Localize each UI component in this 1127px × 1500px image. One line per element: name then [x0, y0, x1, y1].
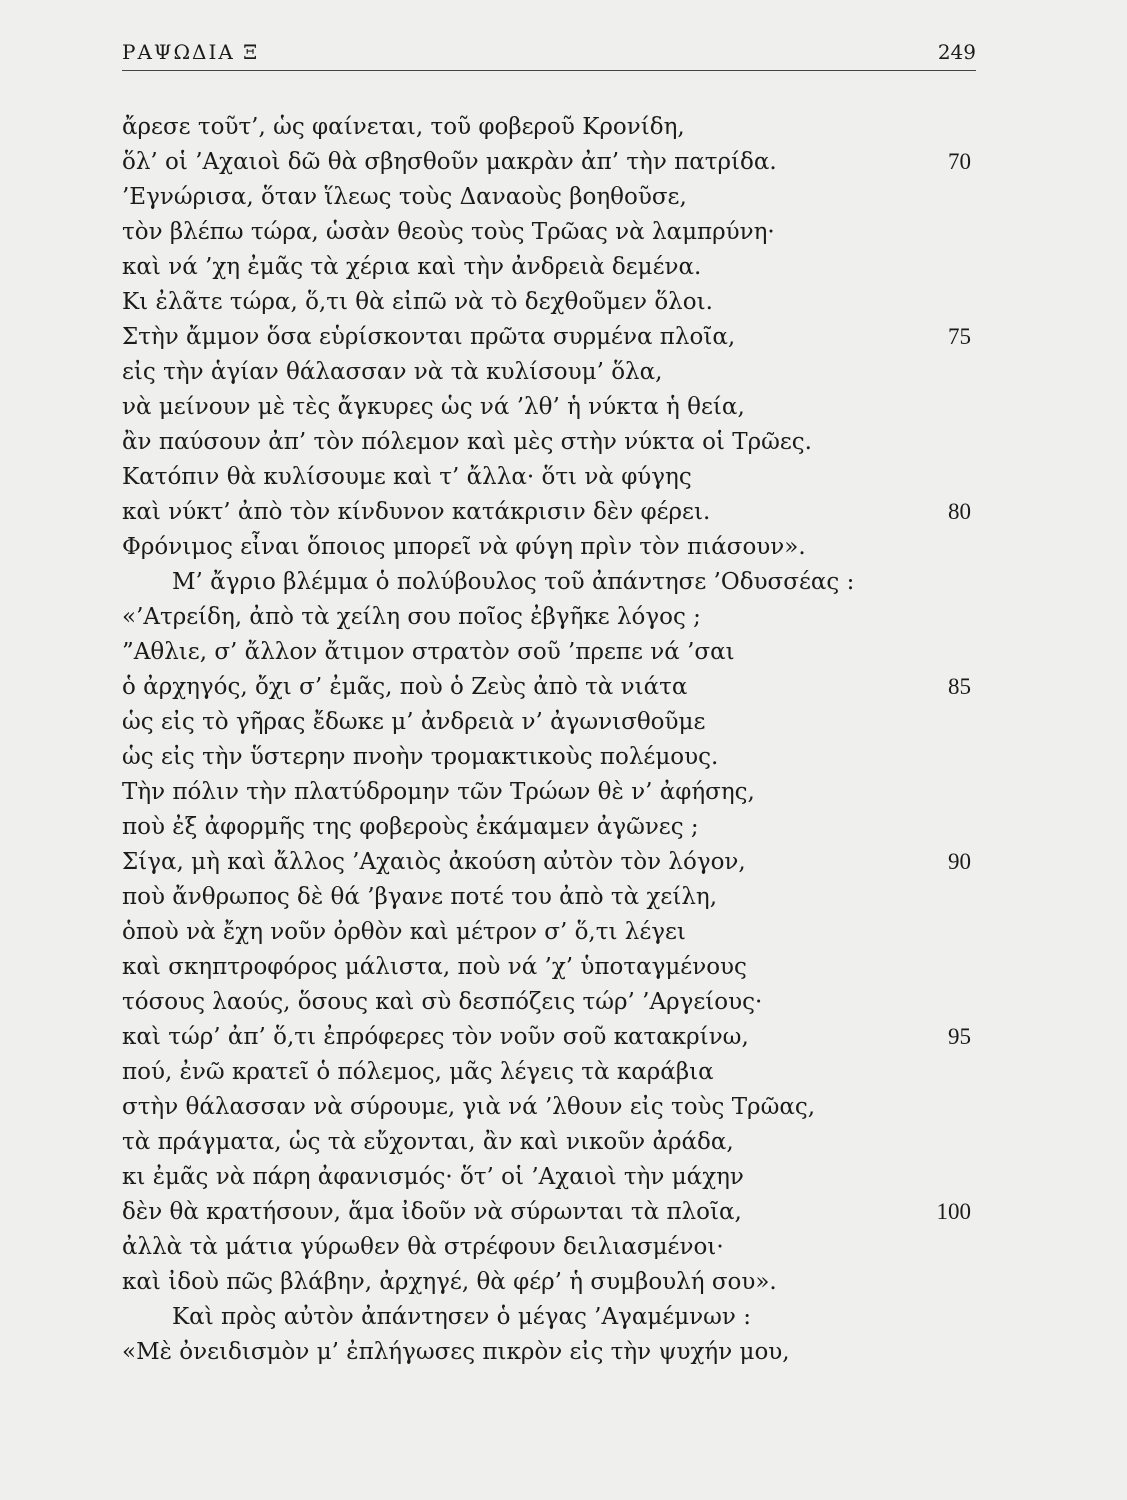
- verse-text: «Μὲ ὀνειδισμὸν μ’ ἐπλήγωσες πικρὸν εἰς τὴν ψυχήν μου,: [122, 1339, 790, 1365]
- verse-text: στὴν θάλασσαν νὰ σύρουμε, γιὰ νά ’λθουν εἰς τοὺς Τρῶας,: [122, 1094, 816, 1120]
- verse-line: [0, 289, 1127, 325]
- verse-text: Φρόνιμος εἶναι ὅποιος μπορεῖ νὰ φύγη πρὶν τὸν πιάσουν».: [122, 534, 806, 560]
- verse-text: ’Εγνώρισα, ὅταν ἵλεως τοὺς Δαναοὺς βοηθοῦσε,: [122, 184, 687, 210]
- verse-line: [0, 1094, 1127, 1130]
- verse-line: [0, 254, 1127, 290]
- verse-line: [0, 1199, 1127, 1235]
- verse-text: «’Ατρείδη, ἀπὸ τὰ χείλη σου ποῖος ἐβγῆκε λόγος ;: [122, 604, 701, 630]
- verse-line: [0, 1129, 1127, 1165]
- verse-text: Τὴν πόλιν τὴν πλατύδρομην τῶν Τρώων θὲ ν’ ἀφήσης,: [122, 779, 755, 805]
- verse-line: [0, 919, 1127, 955]
- verse-text: κι ἐμᾶς νὰ πάρη ἀφανισμός· ὅτ’ οἱ ’Αχαιοὶ τὴν μάχην: [122, 1164, 744, 1190]
- verse-line: [0, 149, 1127, 185]
- verse-line: [0, 1269, 1127, 1305]
- verse-text: Κατόπιν θὰ κυλίσουμε καὶ τ’ ἄλλα· ὅτι νὰ φύγης: [122, 464, 692, 490]
- running-title: ΡΑΨΩΔΙΑ Ξ: [122, 40, 260, 64]
- verse-text: Σίγα, μὴ καὶ ἄλλος ’Αχαιὸς ἀκούση αὐτὸν τὸν λόγον,: [122, 849, 746, 875]
- verse-line: [0, 534, 1127, 570]
- verse-text: ὡς εἰς τὸ γῆρας ἔδωκε μ’ ἀνδρειὰ ν’ ἀγωνισθοῦμε: [122, 709, 706, 735]
- verse-text: πού, ἐνῶ κρατεῖ ὁ πόλεμος, μᾶς λέγεις τὰ καράβια: [122, 1059, 714, 1085]
- verse-line: [0, 1234, 1127, 1270]
- verse-text: δὲν θὰ κρατήσουν, ἅμα ἰδοῦν νὰ σύρωνται τὰ πλοῖα,: [122, 1199, 742, 1225]
- verse-text: νὰ μείνουν μὲ τὲς ἄγκυρες ὡς νά ’λθ’ ἡ νύκτα ἡ θεία,: [122, 394, 745, 420]
- verse-line: [0, 184, 1127, 220]
- verse-text: ὁποὺ νὰ ἔχη νοῦν ὀρθὸν καὶ μέτρον σ’ ὅ,τι λέγει: [122, 919, 686, 945]
- verse-text: καὶ ἰδοὺ πῶς βλάβην, ἀρχηγέ, θὰ φέρ’ ἡ συμβουλή σου».: [122, 1269, 777, 1295]
- verse-line: [0, 884, 1127, 920]
- verse-text: τόσους λαούς, ὅσους καὶ σὺ δεσπόζεις τώρ’ ’Αργείους·: [122, 989, 763, 1015]
- verse-text: ποὺ ἄνθρωπος δὲ θά ’βγανε ποτέ του ἀπὸ τὰ χείλη,: [122, 884, 718, 910]
- verse-text: καὶ σκηπτροφόρος μάλιστα, ποὺ νά ’χ’ ὑποταγμένους: [122, 954, 747, 980]
- line-number: 85: [948, 674, 971, 699]
- verse-text: καὶ νά ’χη ἐμᾶς τὰ χέρια καὶ τὴν ἀνδρειὰ δεμένα.: [122, 254, 702, 280]
- verse-line: [0, 814, 1127, 850]
- verse-line: [0, 1164, 1127, 1200]
- verse-line: [0, 429, 1127, 465]
- verse-line: [0, 1024, 1127, 1060]
- line-number: 95: [948, 1024, 971, 1049]
- verse-line: [0, 569, 1127, 605]
- verse-text: καὶ νύκτ’ ἀπὸ τὸν κίνδυνον κατάκρισιν δὲν φέρει.: [122, 499, 711, 525]
- verse-text: Στὴν ἄμμον ὅσα εὑρίσκονται πρῶτα συρμένα πλοῖα,: [122, 324, 736, 350]
- verse-line: [0, 1339, 1127, 1375]
- verse-text: τὰ πράγματα, ὡς τὰ εὔχονται, ἂν καὶ νικοῦν ἀράδα,: [122, 1129, 734, 1155]
- verse-text: τὸν βλέπω τώρα, ὡσὰν θεοὺς τοὺς Τρῶας νὰ λαμπρύνη·: [122, 219, 775, 245]
- line-number: 90: [948, 849, 971, 874]
- verse-line: [0, 464, 1127, 500]
- running-head: [122, 40, 976, 72]
- verse-text: καὶ τώρ’ ἀπ’ ὅ,τι ἐπρόφερες τὸν νοῦν σοῦ κατακρίνω,: [122, 1024, 749, 1050]
- verse-text: ”Αθλιε, σ’ ἄλλον ἄτιμον στρατὸν σοῦ ’πρεπε νά ’σαι: [122, 639, 735, 665]
- verse-text: ἀλλὰ τὰ μάτια γύρωθεν θὰ στρέφουν δειλιασμένοι·: [122, 1234, 724, 1260]
- line-number: 70: [948, 149, 971, 174]
- verse-line: [0, 1304, 1127, 1340]
- verse-line: [0, 639, 1127, 675]
- verse-line: [0, 324, 1127, 360]
- verse-line: [0, 779, 1127, 815]
- verse-line: [0, 604, 1127, 640]
- verse-text: ὁ ἀρχηγός, ὄχι σ’ ἐμᾶς, ποὺ ὁ Ζεὺς ἀπὸ τὰ νιάτα: [122, 674, 688, 700]
- verse-line: [0, 744, 1127, 780]
- verse-text: ἄρεσε τοῦτ’, ὡς φαίνεται, τοῦ φοβεροῦ Κρονίδη,: [122, 114, 685, 140]
- verse-line: [0, 219, 1127, 255]
- line-number: 75: [948, 324, 971, 349]
- verse-text: Μ’ ἄγριο βλέμμα ὁ πολύβουλος τοῦ ἀπάντησε ’Οδυσσέας :: [172, 569, 855, 595]
- verse-line: [0, 114, 1127, 150]
- verse-line: [0, 954, 1127, 990]
- verse-text: ὡς εἰς τὴν ὕστερην πνοὴν τρομακτικοὺς πολέμους.: [122, 744, 719, 770]
- verse-line: [0, 1059, 1127, 1095]
- page-number: 249: [937, 40, 976, 64]
- verse-text: Κι ἐλᾶτε τώρα, ὅ,τι θὰ εἰπῶ νὰ τὸ δεχθοῦμεν ὅλοι.: [122, 289, 713, 315]
- verse-line: [0, 359, 1127, 395]
- verse-text: ἂν παύσουν ἀπ’ τὸν πόλεμον καὶ μὲς στὴν νύκτα οἱ Τρῶες.: [122, 429, 812, 455]
- line-number: 100: [936, 1199, 971, 1224]
- verse-text: Καὶ πρὸς αὐτὸν ἀπάντησεν ὁ μέγας ’Αγαμέμνων :: [172, 1304, 751, 1330]
- header-rule: [122, 70, 976, 71]
- verse-text: ποὺ ἐξ ἀφορμῆς της φοβεροὺς ἐκάμαμεν ἀγῶνες ;: [122, 814, 699, 840]
- verse-line: [0, 499, 1127, 535]
- verse-line: [0, 674, 1127, 710]
- verse-line: [0, 709, 1127, 745]
- verse-line: [0, 394, 1127, 430]
- verse-line: [0, 849, 1127, 885]
- line-number: 80: [948, 499, 971, 524]
- verse-line: [0, 989, 1127, 1025]
- verse-text: ὅλ’ οἱ ’Αχαιοὶ δῶ θὰ σβησθοῦν μακρὰν ἀπ’ τὴν πατρίδα.: [122, 149, 777, 175]
- verse-text: εἰς τὴν ἁγίαν θάλασσαν νὰ τὰ κυλίσουμ’ ὅλα,: [122, 359, 663, 385]
